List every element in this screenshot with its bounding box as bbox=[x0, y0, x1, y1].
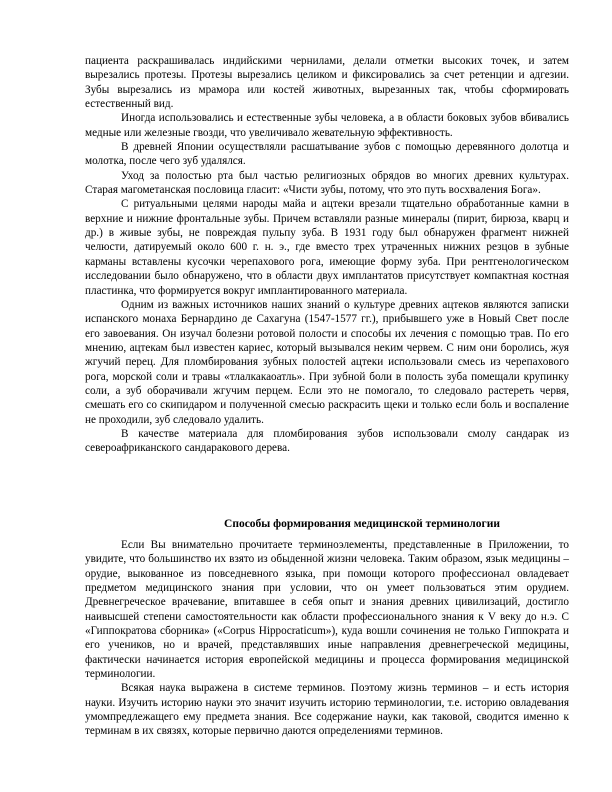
paragraph: Уход за полостью рта был частью религиозных обрядов во многих древних культурах. Старая магометанская пословица гласит: «Чисти зубы, потому, что это путь восхваления Бога». bbox=[85, 169, 569, 197]
paragraph: В древней Японии осуществляли расшатывание зубов с помощью деревянного долотца и молотка, после чего зуб удалялся. bbox=[85, 141, 569, 168]
history-text-block bbox=[85, 54, 569, 456]
paragraph: Всякая наука выражена в системе терминов. Поэтому жизнь терминов – и есть история науки. Изучить историю науки это значит изучить историю терминологии, т.е. историю овладевания умомпредлежащего ему предмета знания. Все содержание науки, как таковой, сводится именно к терминам в их связях, которые первично даются определениями терминов. bbox=[85, 682, 569, 738]
terminology-text-block bbox=[85, 538, 569, 739]
paragraph: В качестве материала для пломбирования зубов использовали смолу сандарак из североафриканского сандаракового дерева. bbox=[85, 427, 569, 455]
paragraph: пациента раскрашивалась индийскими чернилами, делали отметки высоких точек, и затем вырезались протезы. Протезы вырезались целиком и фиксировались за счет ретенции и адгезии. Зубы вырезались из мрамора или костей животных, вырезанных так, чтобы сформировать естественный вид. bbox=[85, 55, 569, 111]
paragraph: Если Вы внимательно прочитаете терминоэлементы, представленные в Приложении, то увидите, что большинство их взято из обыденной жизни человека. Таким образом, язык медицины – орудие, выкованное из повседневного языка, при помощи которого профессионал овладевает предметом медицинского знания при условии, что он умеет пользоваться этим орудием. Древнегреческое врачевание, впитавшее в себя опыт и знания древних цивилизаций, достигло наивысшей степени самостоятельности как области профессионального знания к V веку до н.э. С «Гиппократова сборника» («Corpus Hippocraticum»), куда вошли сочинения не только Гиппократа и его учеников, но и врачей, представлявших иные направления древнегреческой медицины, фактически начинается история европейской медицины и процесса формирования медицинской терминологии. bbox=[85, 539, 569, 681]
section-heading: Способы формирования медицинской терминологии bbox=[224, 518, 500, 530]
paragraph: Одним из важных источников наших знаний о культуре древних ацтеков являются записки испанского монаха Бернардино де Сахагуна (1547-1577 гг.), прибывшего уже в Новый Свет после его завоевания. Он изучал болезни ротовой полости и способы их лечения с помощью трав. По его мнению, ацтекам был известен кариес, который вызывался неким червем. С ним они боролись, жуя жгучий перец. Для пломбирования зубных полостей ацтеки использовали смесь из черепахового рога, морской соли и травы «тлалкакаоатль». При зубной боли в полость зуба помещали крупинку соли, а зуб оборачивали жгучим перцем. Если это не помогало, то следовало растереть червя, смешать его со скипидаром и полученной смесью раскрасить щеки и только если боль и воспаление не проходили, зуб следовало удалить. bbox=[85, 298, 569, 426]
paragraph: Иногда использовались и естественные зубы человека, а в области боковых зубов вбивались медные или железные гвозди, что увеличивало жевательную эффективность. bbox=[85, 112, 569, 139]
paragraph: С ритуальными целями народы майа и ацтеки врезали тщательно обработанные камни в верхние и нижние фронтальные зубы. Причем вставляли разные минералы (пирит, бирюза, кварц и др.) в живые зубы, не повреждая пульпу зуба. В 1931 году был обнаружен фрагмент нижней челюсти, датируемый около 600 г. н. э., где вместо трех утраченных нижних резцов в зубные карманы вставлены кусочки черепахового рога, имеющие форму зуба. При рентгенологическом исследовании было обнаружено, что в области двух имплантатов присутствует компактная костная пластинка, что формируется вокруг имплантированного материала. bbox=[85, 198, 569, 297]
